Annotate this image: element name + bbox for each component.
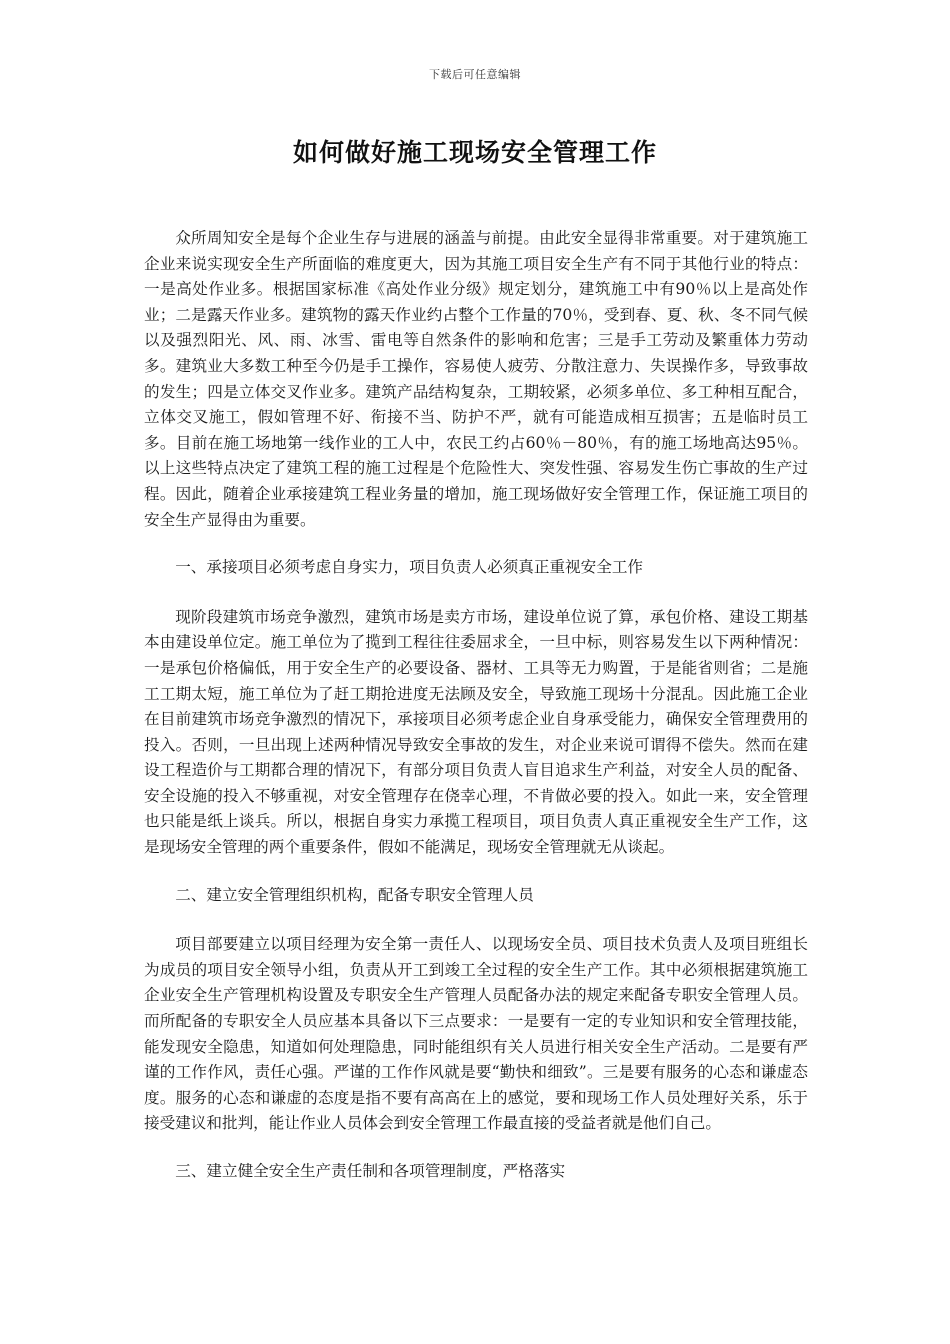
section-1-paragraph: 现阶段建筑市场竞争激烈，建筑市场是卖方市场，建设单位说了算，承包价格、建设工期基本由建设单位定。施工单位为了揽到工程往往委屈求全，一旦中标，则容易发生以下两种情况：一是承包价格偏低，用于安全生产的必要设备、器材、工具等无力购置，于是能省则省；二是施工工期太短，施工单位为了赶工期抢进度无法顾及安全，导致施工现场十分混乱。因此施工企业在目前建筑市场竞争激烈的情况下，承接项目必须考虑企业自身承受能力，确保安全管理费用的投入。否则，一旦出现上述两种情况导致安全事故的发生，对企业来说可谓得不偿失。然而在建设工程造价与工期都合理的情况下，有部分项目负责人盲目追求生产利益，对安全人员的配备、安全设施的投入不够重视，对安全管理存在侥幸心理，不肯做必要的投入。如此一来，安全管理也只能是纸上谈兵。所以，根据自身实力承揽工程项目，项目负责人真正重视安全生产工作，这是现场安全管理的两个重要条件，假如不能满足，现场安全管理就无从谈起。	[144, 607, 808, 857]
section-heading-2: 二、建立安全管理组织机构，配备专职安全管理人员	[175, 885, 534, 904]
document-title: 如何做好施工现场安全管理工作	[292, 138, 657, 167]
section-heading-3: 三、建立健全安全生产责任制和各项管理制度，严格落实	[175, 1162, 566, 1180]
section-2-paragraph: 项目部要建立以项目经理为安全第一责任人、以现场安全员、项目技术负责人及项目班组长为成员的项目安全领导小组，负责从开工到竣工全过程的安全生产工作。其中必须根据建筑施工企业安全生产管理机构设置及专职安全生产管理人员配备办法的规定来配备专职安全管理人员。而所配备的专职安全人员应基本具备以下三点要求：一是要有一定的专业知识和安全管理技能，能发现安全隐患，知道如何处理隐患，同时能组织有关人员进行相关安全生产活动。二是要有严谨的工作作风，责任心强。严谨的工作作风就是要“勤快和细致”。三是要有服务的心态和谦虚态度。服务的心态和谦虚的态度是指不要有高高在上的感觉，要和现场工作人员处理好关系，乐于接受建议和批判，能让作业人员体会到安全管理工作最直接的受益者就是他们自己。	[144, 935, 808, 1133]
header-note: 下载后可任意编辑	[429, 68, 521, 81]
document-body	[144, 226, 808, 1185]
section-heading-1: 一、承接项目必须考虑自身实力，项目负责人必须真正重视安全工作	[175, 558, 644, 577]
intro-paragraph: 众所周知安全是每个企业生存与进展的涵盖与前提。由此安全显得非常重要。对于建筑施工企业来说实现安全生产所面临的难度更大，因为其施工项目安全生产有不同于其他行业的特点：一是高处作业多。根据国家标准《高处作业分级》规定划分，建筑施工中有90％以上是高处作业；二是露天作业多。建筑物的露天作业约占整个工作量的70％，受到春、夏、秋、冬不同气候以及强烈阳光、风、雨、冰雪、雷电等自然条件的影响和危害；三是手工劳动及繁重体力劳动多。建筑业大多数工种至今仍是手工操作，容易使人疲劳、分散注意力、失误操作多，导致事故的发生；四是立体交叉作业多。建筑产品结构复杂，工期较紧，必须多单位、多工种相互配合，立体交叉施工，假如管理不好、衔接不当、防护不严，就有可能造成相互损害；五是临时员工多。目前在施工场地第一线作业的工人中，农民工约占60％－80％，有的施工场地高达95％。以上这些特点决定了建筑工程的施工过程是个危险性大、突发性强、容易发生伤亡事故的生产过程。因此，随着企业承接建筑工程业务量的增加，施工现场做好安全管理工作，保证施工项目的安全生产显得由为重要。	[144, 229, 808, 529]
